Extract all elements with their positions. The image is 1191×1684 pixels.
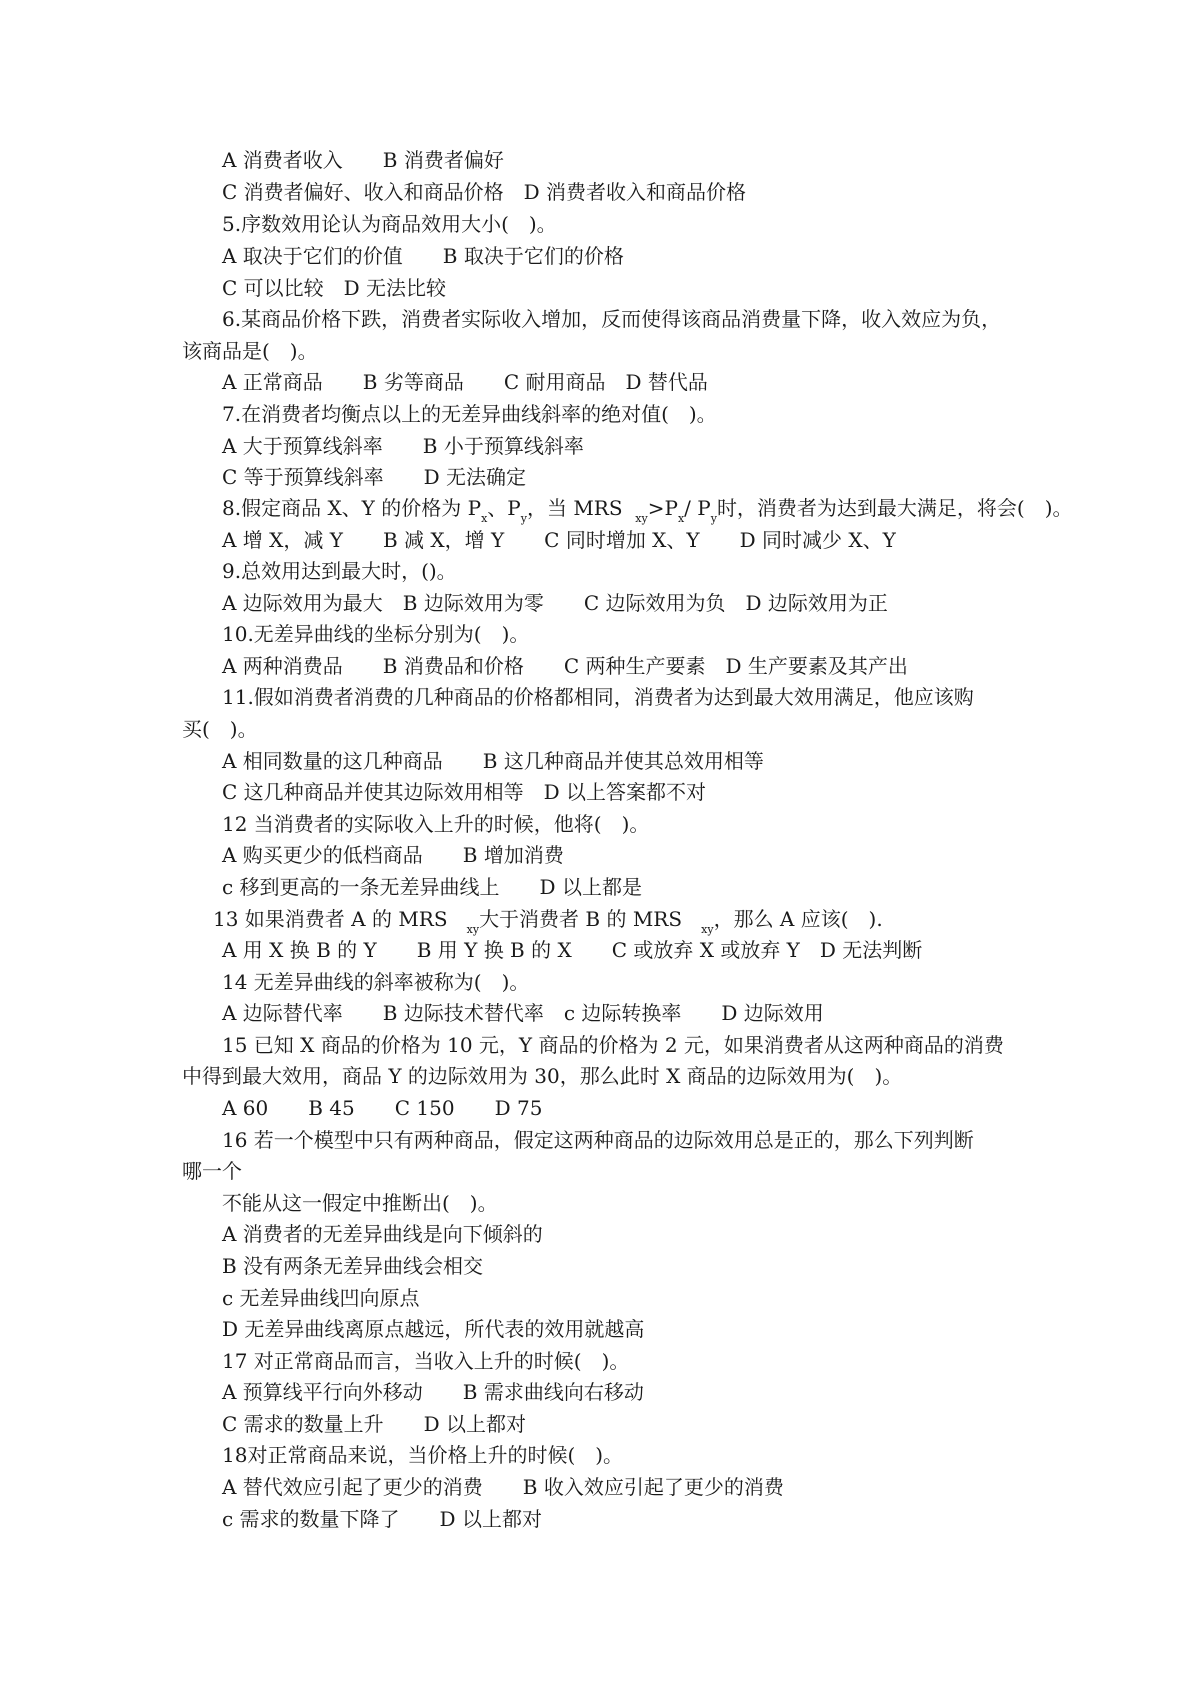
q16-option-d: D 无差异曲线离原点越远，所代表的效用就越高: [222, 1317, 645, 1341]
q13-question: 13 如果消费者 A 的 MRS $_{xy}$大于消费者 B 的 MRS $_{xy}$，那么 A 应该( ).: [213, 907, 883, 936]
q5-question: 5.序数效用论认为商品效用大小( )。: [222, 212, 557, 236]
q10-options: A 两种消费品 B 消费品和价格 C 两种生产要素 D 生产要素及其产出: [222, 654, 908, 678]
q5-options-ab: A 取决于它们的价值 B 取决于它们的价格: [222, 244, 624, 268]
q7-question: 7.在消费者均衡点以上的无差异曲线斜率的绝对值( )。: [222, 402, 717, 426]
q8-question: 8.假定商品 X、Y 的价格为 $P_x$、$P_y$，当 MRS $_{xy}>P_x/$ $P_y$时，消费者为达到最大满足，将会( )。: [222, 496, 1073, 525]
q6-question: 6.某商品价格下跌，消费者实际收入增加，反而使得该商品消费量下降，收入效应为负，: [222, 307, 1002, 331]
q14-options: A 边际替代率 B 边际技术替代率 c 边际转换率 D 边际效用: [222, 1001, 824, 1025]
q15-question: 15 已知 X 商品的价格为 10 元，Y 商品的价格为 2 元，如果消费者从这两种商品的消费: [222, 1033, 1004, 1057]
q9-options: A 边际效用为最大 B 边际效用为零 C 边际效用为负 D 边际效用为正: [222, 591, 888, 615]
q17-options-ab: A 预算线平行向外移动 B 需求曲线向右移动: [222, 1380, 644, 1404]
q6-question-cont: 该商品是( )。: [182, 339, 318, 363]
q11-options-cd: C 这几种商品并使其边际效用相等 D 以上答案都不对: [222, 780, 707, 804]
q4-options-cd: C 消费者偏好、收入和商品价格 D 消费者收入和商品价格: [222, 180, 747, 204]
q8-options: A 增 X，减 Y B 减 X，增 Y C 同时增加 X、Y D 同时减少 X、Y: [222, 528, 896, 552]
q16-question: 16 若一个模型中只有两种商品，假定这两种商品的边际效用总是正的，那么下列判断: [222, 1128, 974, 1152]
q18-options-cd: c 需求的数量下降了 D 以上都对: [222, 1507, 542, 1531]
q4-options-ab: A 消费者收入 B 消费者偏好: [222, 148, 504, 172]
q16-question-cont2: 不能从这一假定中推断出( )。: [222, 1191, 498, 1215]
q11-options-ab: A 相同数量的这几种商品 B 这几种商品并使其总效用相等: [222, 749, 764, 773]
q17-options-cd: C 需求的数量上升 D 以上都对: [222, 1412, 527, 1436]
q18-question: 18对正常商品来说，当价格上升的时候( )。: [222, 1443, 624, 1467]
q9-question: 9.总效用达到最大时，()。: [222, 559, 457, 583]
q12-question: 12 当消费者的实际收入上升的时候，他将( )。: [222, 812, 650, 836]
q5-options-cd: C 可以比较 D 无法比较: [222, 276, 447, 300]
q16-question-cont: 哪一个: [182, 1159, 242, 1183]
q15-options: A 60 B 45 C 150 D 75: [222, 1096, 543, 1120]
q6-options: A 正常商品 B 劣等商品 C 耐用商品 D 替代品: [222, 370, 708, 394]
q11-question: 11.假如消费者消费的几种商品的价格都相同，消费者为达到最大效用满足，他应该购: [222, 685, 974, 709]
q12-options-ab: A 购买更少的低档商品 B 增加消费: [222, 843, 564, 867]
q15-question-cont: 中得到最大效用，商品 Y 的边际效用为 30，那么此时 X 商品的边际效用为( )。: [182, 1064, 903, 1088]
q16-option-b: B 没有两条无差异曲线会相交: [222, 1254, 484, 1278]
q7-options-ab: A 大于预算线斜率 B 小于预算线斜率: [222, 434, 584, 458]
q18-options-ab: A 替代效应引起了更少的消费 B 收入效应引起了更少的消费: [222, 1475, 784, 1499]
q14-question: 14 无差异曲线的斜率被称为( )。: [222, 970, 530, 994]
q17-question: 17 对正常商品而言，当收入上升的时候( )。: [222, 1349, 630, 1373]
q16-option-c: c 无差异曲线凹向原点: [222, 1286, 420, 1310]
q11-question-cont: 买( )。: [182, 717, 258, 741]
q10-question: 10.无差异曲线的坐标分别为( )。: [222, 622, 530, 646]
q7-options-cd: C 等于预算线斜率 D 无法确定: [222, 465, 527, 489]
q16-option-a: A 消费者的无差异曲线是向下倾斜的: [222, 1222, 543, 1246]
q13-options: A 用 X 换 B 的 Y B 用 Y 换 B 的 X C 或放弃 X 或放弃 Y D 无法判断: [222, 938, 923, 962]
q12-options-cd: c 移到更高的一条无差异曲线上 D 以上都是: [222, 875, 642, 899]
